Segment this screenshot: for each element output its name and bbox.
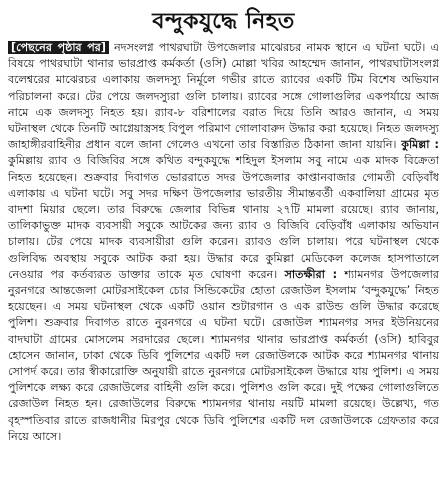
dateline-cumilla: কুমিল্লা : (401, 138, 439, 152)
article-body (8, 40, 439, 445)
paragraph-satkhira: শ্যামনগর উপজেলার নুরনগরে আন্তজেলা মোটরসাইকেল চোর সিন্ডিকেটের হোতা রেজাউল ইসলাম ‘বন্দুকযুদ্ধে’ নিহত হয়েছেন। এ সময় ঘটনাস্থল থেকে একটি ওয়ান শুটারগান ও এক রাউন্ড গুলি উদ্ধার করেছে পুলিশ। শুক্রবার দিবাগত রাতে নুরনগরে এ ঘটনা ঘটে। রেজাউল শ্যামনগর সদর ইউনিয়নের বাদঘাটা গ্রামের মোসলেম সরদারের ছেলে। শ্যামনগর থানার ভারপ্রাপ্ত কর্মকর্তা (ওসি) হাবিবুর হোসেন জানান, ঢাকা থেকে ডিবি পুলিশের একটি দল রেজাউলকে আটক করে শ্যামনগর থানায় সোপর্দ করে। তার স্বীকারোক্তি অনুযায়ী রাতে নুরনগরে মোটরসাইকেল উদ্ধারে যায় পুলিশ। এ সময় পুলিশকে লক্ষ্য করে রেজাউলের বাহিনী গুলি করে। পুলিশও গুলি করে। দুই পক্ষের গোলাগুলিতে রেজাউল নিহত হন। রেজাউলের বিরুদ্ধে শ্যামনগর থানায় নয়টি মামলা রয়েছে। উল্লেখ্য, গত বৃহস্পতিবার রাতে রাজধানীর মিরপুর থেকে ডিবি পুলিশের একটি দল রেজাউলকে গ্রেফতার করে নিয়ে আসে। (8, 267, 439, 443)
dateline-satkhira: সাতক্ষীরা : (284, 267, 338, 281)
headline: বন্দুকযুদ্ধে নিহত (152, 8, 295, 34)
paragraph-pathorghata: নদসংলগ্ন পাথরঘাটা উপজেলার মাঝেরচর নামক স্থানে এ ঘটনা ঘটে। এ বিষয়ে পাথরঘাটা থানার ভারপ্রাপ্ত কর্মকর্তা (ওসি) মোল্লা খবির আহম্মেদ জানান, পাথরঘাটাসংলগ্ন বলেশ্বরের মাঝেরচর এলাকায় জলদস্যু নির্মূলে গভীর রাতে র‌্যাবের একটি টিম বিশেষ অভিযান পরিচালনা করে। টের পেয়ে জলদস্যুরা গুলি চালায়। র‌্যাবের সঙ্গে গোলাগুলির একপর্যায়ে আজ নামে এক জলদস্যু নিহত হয়। র‌্যাব-৮ বরিশালের বরাত দিয়ে তিনি আরও জানান, এ সময় ঘটনাস্থল থেকে তিনটি আগ্নেয়াস্ত্রসহ বিপুল পরিমাণ গোলাবারুদ উদ্ধার করা হয়েছে। নিহত জলদস্যু জাহাঙ্গীরবাহিনীর প্রধান বলে জানা গেলেও এখনো তার বিস্তারিত ঠিকানা জানা যায়নি। (8, 41, 439, 152)
paragraph-cumilla: কুমিল্লায় র‌্যাব ও বিজিবির সঙ্গে কথিত বন্দুকযুদ্ধে শহিদুল ইসলাম সবু নামে এক মাদক বিক্রেতা নিহত হয়েছেন। শুক্রবার দিবাগত ভোররাতে সদর উপজেলার কাপ্তানবাজার গোমতী বেড়িবাঁধ এলাকায় এ ঘটনা ঘটে। সবু সদর দক্ষিণ উপজেলার ভারতীয় সীমান্তবর্তী একবালিয়া গ্রামের মৃত বাদশা মিয়ার ছেলে। তার বিরুদ্ধে জেলার বিভিন্ন থানায় ২৭টি মামলা রয়েছে। র‌্যাব জানায়, তালিকাভুক্ত মাদক ব্যবসায়ী সবুকে আটকের জন্য র‌্যাব ও বিজিবি বেড়িবাঁধ এলাকায় অভিযান চালায়। টের পেয়ে মাদক ব্যবসায়ীরা গুলি করেন। র‌্যাবও গুলি চালায়। পরে ঘটনাস্থল থেকে গুলিবিদ্ধ অবস্থায় সবুকে আটক করা হয়। উদ্ধার করে কুমিল্লা মেডিকেল কলেজ হাসপাতালে নেওয়ার পর কর্তব্যরত ডাক্তার তাকে মৃত ঘোষণা করেন। (8, 154, 439, 281)
continued-from-label: [পেছনের পৃষ্ঠার পর] (8, 41, 109, 54)
